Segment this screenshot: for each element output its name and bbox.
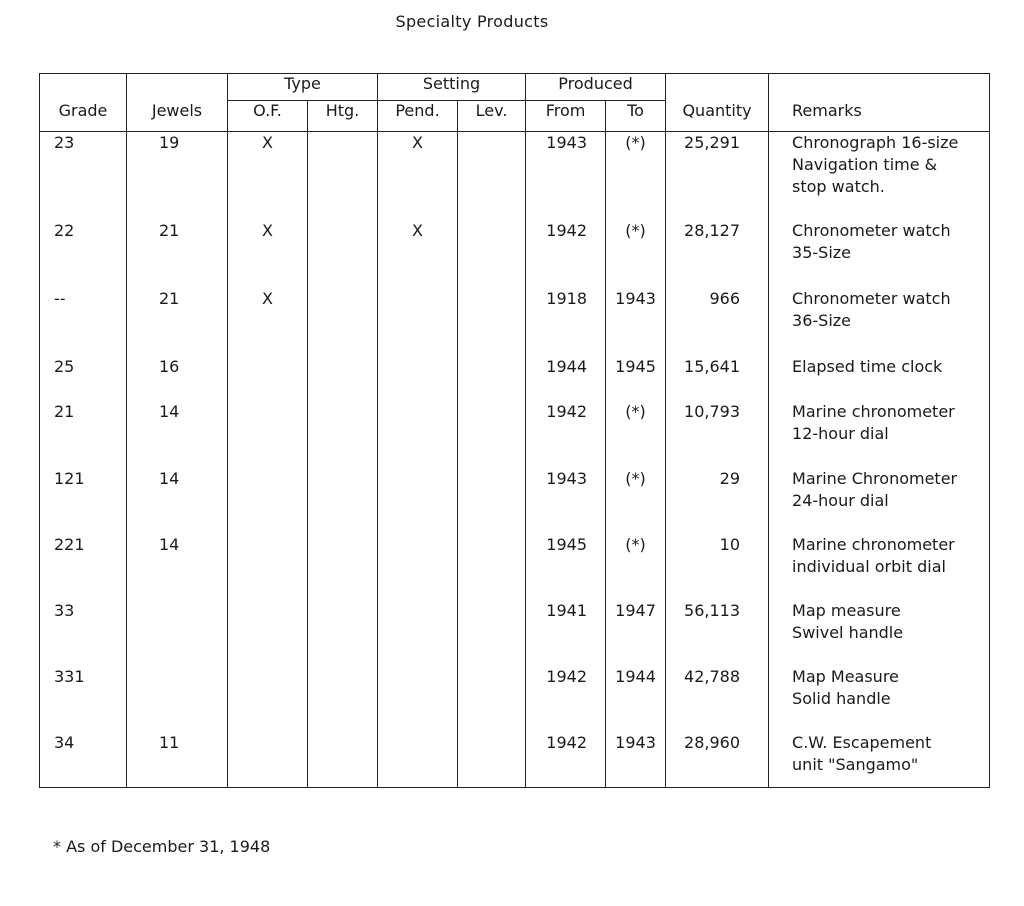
remarks-line: Navigation time & — [792, 155, 938, 174]
setting-lev-cell — [458, 534, 526, 600]
jewels-cell: 14 — [127, 534, 228, 600]
setting-pend-cell — [378, 288, 458, 356]
remarks-line: Marine chronometer — [792, 534, 955, 554]
specialty-products-table — [39, 73, 990, 788]
header-setting: Setting — [378, 74, 526, 101]
jewels-cell: 16 — [127, 356, 228, 401]
produced-to-cell: (*) — [606, 220, 666, 288]
type-of-cell — [228, 401, 308, 468]
table-row — [40, 732, 990, 788]
remarks-line: unit "Sangamo" — [792, 754, 919, 774]
type-of-cell — [228, 468, 308, 534]
header-quantity: Quantity — [666, 74, 769, 132]
produced-from-cell: 1941 — [526, 600, 606, 666]
produced-from-cell: 1945 — [526, 534, 606, 600]
produced-to-cell: 1945 — [606, 356, 666, 401]
remarks-line: Chronograph 16-size — [792, 133, 959, 152]
grade-cell: -- — [40, 288, 127, 356]
table-body — [40, 132, 990, 788]
produced-to-cell: 1944 — [606, 666, 666, 732]
setting-lev-cell — [458, 288, 526, 356]
remarks-cell — [769, 220, 990, 288]
quantity-cell: 15,641 — [666, 356, 769, 401]
type-htg-cell — [308, 401, 378, 468]
type-of-cell — [228, 666, 308, 732]
type-htg-cell — [308, 288, 378, 356]
table-row — [40, 356, 990, 401]
quantity-cell: 28,127 — [666, 220, 769, 288]
type-htg-cell — [308, 666, 378, 732]
quantity-cell: 10 — [666, 534, 769, 600]
remarks-line: Solid handle — [792, 688, 891, 708]
quantity-cell: 42,788 — [666, 666, 769, 732]
type-of-cell — [228, 534, 308, 600]
remarks-cell — [769, 600, 990, 666]
type-of-cell — [228, 732, 308, 788]
produced-from-cell: 1918 — [526, 288, 606, 356]
header-produced: Produced — [526, 74, 666, 101]
quantity-cell: 25,291 — [666, 132, 769, 220]
setting-lev-cell — [458, 132, 526, 220]
table-row — [40, 468, 990, 534]
remarks-cell — [769, 401, 990, 468]
setting-pend-cell: X — [378, 220, 458, 288]
produced-to-cell: 1943 — [606, 288, 666, 356]
grade-cell: 121 — [40, 468, 127, 534]
remarks-line: Swivel handle — [792, 622, 904, 642]
footnote: * As of December 31, 1948 — [53, 837, 271, 856]
remarks-cell — [769, 534, 990, 600]
remarks-line: Chronometer watch — [792, 288, 951, 308]
produced-from-cell: 1942 — [526, 732, 606, 788]
remarks-line: Marine chronometer — [792, 401, 955, 421]
grade-cell: 21 — [40, 401, 127, 468]
setting-lev-cell — [458, 468, 526, 534]
produced-to-cell: 1947 — [606, 600, 666, 666]
type-htg-cell — [308, 132, 378, 220]
remarks-line: 36-Size — [792, 310, 852, 330]
quantity-cell: 28,960 — [666, 732, 769, 788]
remarks-line: Elapsed time clock — [792, 356, 943, 376]
remarks-line: Marine Chronometer — [792, 468, 958, 488]
remarks-cell — [769, 132, 990, 220]
type-htg-cell — [308, 732, 378, 788]
table-row — [40, 220, 990, 288]
remarks-cell — [769, 732, 990, 788]
type-of-cell: X — [228, 288, 308, 356]
remarks-cell — [769, 288, 990, 356]
jewels-cell: 11 — [127, 732, 228, 788]
quantity-cell: 29 — [666, 468, 769, 534]
produced-from-cell: 1942 — [526, 220, 606, 288]
header-setting-lev: Lev. — [458, 101, 526, 132]
produced-to-cell: (*) — [606, 468, 666, 534]
grade-cell: 23 — [40, 132, 127, 220]
remarks-line: Map measure — [792, 600, 901, 620]
setting-lev-cell — [458, 220, 526, 288]
type-htg-cell — [308, 534, 378, 600]
setting-lev-cell — [458, 356, 526, 401]
setting-pend-cell — [378, 534, 458, 600]
jewels-cell: 19 — [127, 132, 228, 220]
setting-lev-cell — [458, 401, 526, 468]
produced-from-cell: 1942 — [526, 666, 606, 732]
header-type-of: O.F. — [228, 101, 308, 132]
produced-from-cell: 1944 — [526, 356, 606, 401]
remarks-line: stop watch. — [792, 177, 885, 196]
header-setting-pend: Pend. — [378, 101, 458, 132]
jewels-cell: 14 — [127, 401, 228, 468]
header-produced-to: To — [606, 101, 666, 132]
produced-to-cell: (*) — [606, 534, 666, 600]
jewels-cell: 21 — [127, 220, 228, 288]
grade-cell: 34 — [40, 732, 127, 788]
produced-to-cell: (*) — [606, 401, 666, 468]
table-row — [40, 132, 990, 220]
table-row — [40, 401, 990, 468]
table-row — [40, 666, 990, 732]
type-htg-cell — [308, 468, 378, 534]
setting-lev-cell — [458, 666, 526, 732]
setting-pend-cell — [378, 600, 458, 666]
jewels-cell: 14 — [127, 468, 228, 534]
remarks-cell — [769, 356, 990, 401]
remarks-line: individual orbit dial — [792, 556, 946, 576]
header-remarks: Remarks — [792, 101, 862, 120]
setting-lev-cell — [458, 732, 526, 788]
quantity-cell: 10,793 — [666, 401, 769, 468]
setting-pend-cell — [378, 666, 458, 732]
setting-pend-cell — [378, 732, 458, 788]
table-row — [40, 600, 990, 666]
grade-cell: 25 — [40, 356, 127, 401]
remarks-line: Map Measure — [792, 666, 899, 686]
quantity-cell: 56,113 — [666, 600, 769, 666]
remarks-line: 12-hour dial — [792, 423, 889, 443]
type-htg-cell — [308, 220, 378, 288]
remarks-line: 24-hour dial — [792, 490, 889, 510]
quantity-cell: 966 — [666, 288, 769, 356]
type-of-cell — [228, 356, 308, 401]
table-row — [40, 534, 990, 600]
type-of-cell: X — [228, 132, 308, 220]
setting-pend-cell: X — [378, 132, 458, 220]
setting-pend-cell — [378, 468, 458, 534]
grade-cell: 221 — [40, 534, 127, 600]
type-of-cell — [228, 600, 308, 666]
header-type: Type — [228, 74, 378, 101]
setting-lev-cell — [458, 600, 526, 666]
setting-pend-cell — [378, 401, 458, 468]
jewels-cell — [127, 666, 228, 732]
type-of-cell: X — [228, 220, 308, 288]
jewels-cell: 21 — [127, 288, 228, 356]
produced-from-cell: 1942 — [526, 401, 606, 468]
page-title: Specialty Products — [395, 12, 549, 31]
produced-from-cell: 1943 — [526, 468, 606, 534]
remarks-cell — [769, 468, 990, 534]
type-htg-cell — [308, 600, 378, 666]
grade-cell: 22 — [40, 220, 127, 288]
produced-to-cell: 1943 — [606, 732, 666, 788]
type-htg-cell — [308, 356, 378, 401]
remarks-cell — [769, 666, 990, 732]
header-jewels: Jewels — [127, 74, 228, 132]
produced-to-cell: (*) — [606, 132, 666, 220]
remarks-line: Chronometer watch — [792, 220, 951, 240]
remarks-line: C.W. Escapement — [792, 732, 932, 752]
setting-pend-cell — [378, 356, 458, 401]
table-row — [40, 288, 990, 356]
header-type-htg: Htg. — [308, 101, 378, 132]
grade-cell: 33 — [40, 600, 127, 666]
jewels-cell — [127, 600, 228, 666]
header-produced-from: From — [526, 101, 606, 132]
produced-from-cell: 1943 — [526, 132, 606, 220]
header-grade: Grade — [40, 74, 127, 132]
grade-cell: 331 — [40, 666, 127, 732]
remarks-line: 35-Size — [792, 242, 852, 262]
